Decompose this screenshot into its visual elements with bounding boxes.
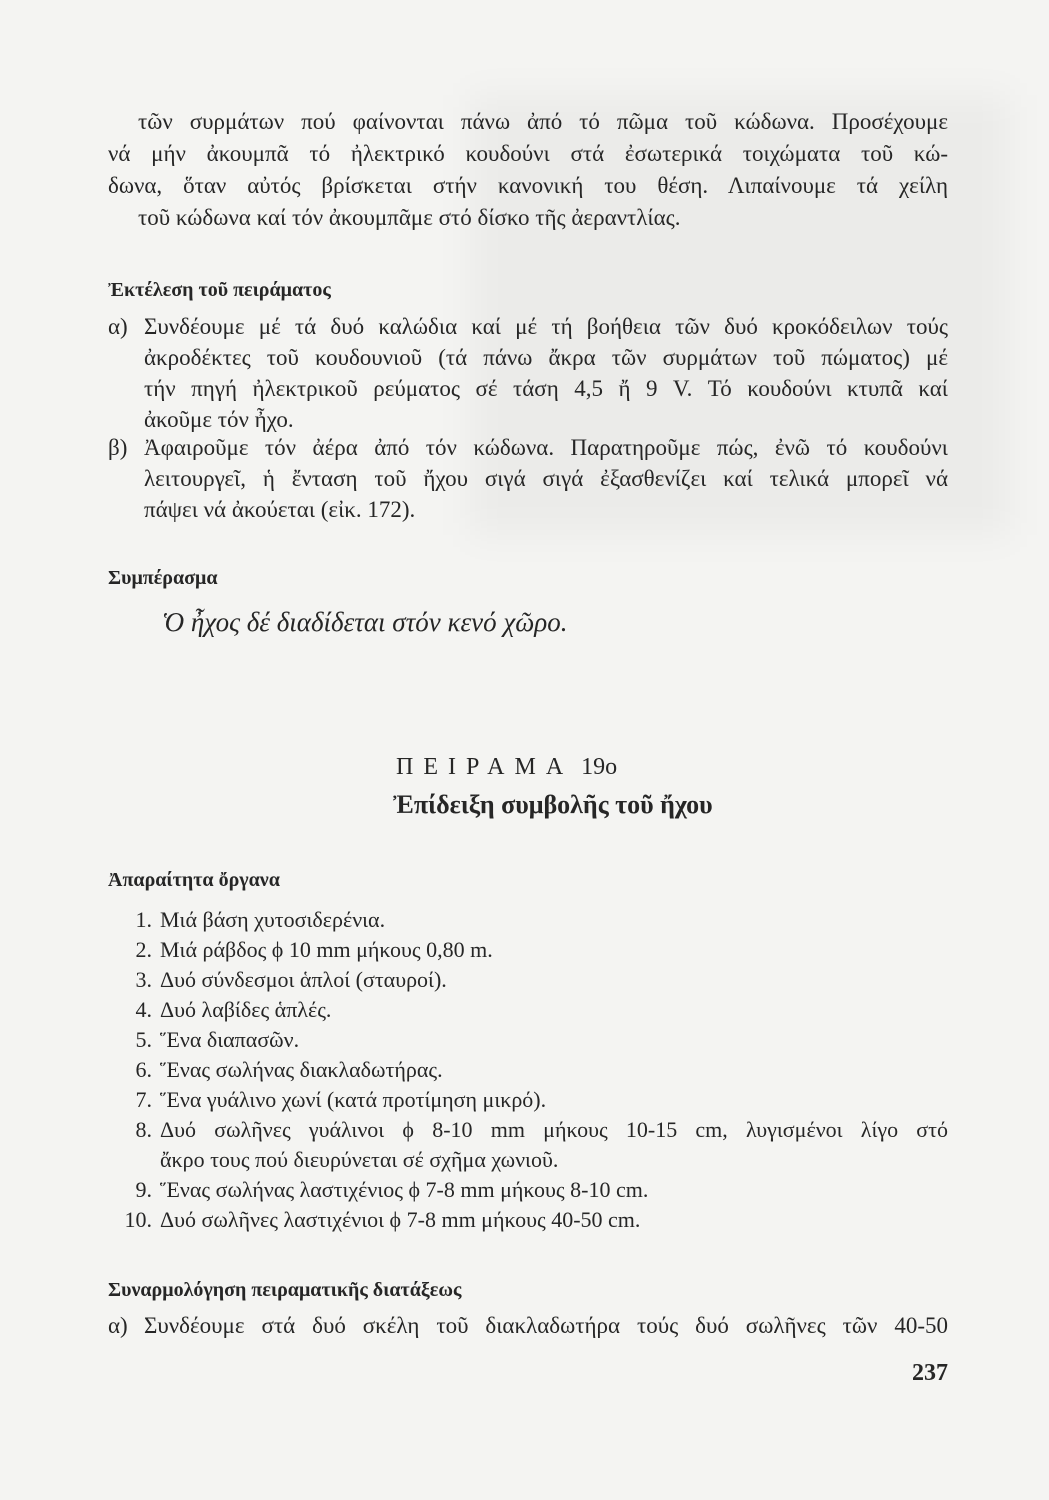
step-marker: β) [108,435,128,460]
experiment-number: 19ο [581,754,618,780]
item-text: Μιά ράβδος ϕ 10 mm μήκους 0,80 m. [160,937,493,962]
page-number: 237 [912,1360,948,1386]
item-number: 9. [135,1177,152,1202]
equipment-item [108,1025,948,1055]
step-marker: α) [108,314,128,339]
step-line: Συνδέουμε στά δυό σκέλη τοῦ διακλαδωτήρα τούς δυό σωλῆνες τῶν 40-50 [144,1313,948,1338]
equipment-item [108,965,948,995]
equipment-heading: Ἀπαραίτητα ὄργανα [108,869,280,891]
equipment-list [108,905,948,1235]
intro-paragraph [108,106,948,234]
item-text: Δυό σωλῆνες γυάλινοι ϕ 8-10 mm μήκους 10-15 cm, λυγισμένοι λίγο στό [160,1117,948,1142]
paragraph-line: δωνα, ὅταν αὐτός βρίσκεται στήν κανονική του θέση. Λιπαίνουμε τά χείλη [108,173,948,198]
experiment-title: Ἐπίδειξη συμβολῆς τοῦ ἤχου [393,790,713,819]
step-line: Συνδέουμε μέ τά δυό καλώδια καί μέ τή βοήθεια τῶν δυό κροκόδειλων τούς [144,314,948,339]
execution-heading: Ἐκτέλεση τοῦ πειράματος [108,279,331,301]
conclusion-heading: Συμπέρασμα [108,567,218,589]
item-number: 7. [135,1087,152,1112]
item-text: Δυό σύνδεσμοι ἁπλοί (σταυροί). [160,967,447,992]
equipment-item [108,1175,948,1205]
experiment-word: ΠΕΙΡΑΜΑ [396,754,574,780]
equipment-item [108,1115,948,1175]
item-number: 3. [135,967,152,992]
step-marker: α) [108,1313,128,1338]
item-number: 2. [135,937,152,962]
step-line: πάψει νά ἀκούεται (εἰκ. 172). [144,497,416,522]
item-text: Δυό λαβίδες ἁπλές. [160,997,332,1022]
item-text: Ἕνα γυάλινο χωνί (κατά προτίμηση μικρό). [160,1087,547,1112]
item-number: 5. [135,1027,152,1052]
conclusion-statement: Ὁ ἦχος δέ διαδίδεται στόν κενό χῶρο. [162,607,568,637]
equipment-item [108,1055,948,1085]
equipment-item [108,905,948,935]
assembly-heading: Συναρμολόγηση πειραματικῆς διατάξεως [108,1279,462,1301]
item-number: 6. [135,1057,152,1082]
item-text: Δυό σωλῆνες λαστιχένιοι ϕ 7-8 mm μήκους 40-50 cm. [160,1207,641,1232]
execution-step-a [108,311,948,435]
experiment-label [396,750,617,784]
item-number: 1. [135,907,152,932]
step-text [144,311,948,435]
execution-step-b [108,432,948,525]
paragraph-line: νά μήν ἀκουμπᾶ τό ἠλεκτρικό κουδούνι στά ἐσωτερικά τοιχώματα τοῦ κώ- [108,141,948,166]
paragraph-line: τῶν συρμάτων πού φαίνονται πάνω ἀπό τό πῶμα τοῦ κώδωνα. Προσέχουμε [138,109,948,134]
item-number: 4. [135,997,152,1022]
item-number: 8. [135,1117,152,1142]
step-line: Ἀφαιροῦμε τόν ἀέρα ἀπό τόν κώδωνα. Παρατηροῦμε πώς, ἐνῶ τό κουδούνι [144,435,948,460]
step-line: ἀκοῦμε τόν ἦχο. [144,407,294,432]
equipment-item [108,1085,948,1115]
equipment-item [108,1205,948,1235]
assembly-step-a [108,1310,948,1341]
item-number: 10. [124,1207,152,1232]
item-text: Ἕνας σωλήνας λαστιχένιος ϕ 7-8 mm μήκους 8-10 cm. [160,1177,649,1202]
item-text: Ἕνα διαπασῶν. [160,1027,300,1052]
step-line: λειτουργεῖ, ἡ ἔνταση τοῦ ἤχου σιγά σιγά ἐξασθενίζει καί τελικά μπορεῖ νά [144,466,948,491]
step-line: ἀκροδέκτες τοῦ κουδουνιοῦ (τά πάνω ἄκρα τῶν συρμάτων τοῦ πώματος) μέ [144,345,948,370]
item-text: Μιά βάση χυτοσιδερένια. [160,907,386,932]
item-text: Ἕνας σωλήνας διακλαδωτήρας. [160,1057,443,1082]
equipment-item [108,935,948,965]
paragraph-line: τοῦ κώδωνα καί τόν ἀκουμπᾶμε στό δίσκο τῆς ἀεραντλίας. [138,205,681,230]
step-text [144,432,948,525]
step-text [144,1310,948,1341]
item-text: ἄκρο τους πού διευρύνεται σέ σχῆμα χωνιοῦ. [160,1147,559,1172]
step-line: τήν πηγή ἠλεκτρικοῦ ρεύματος σέ τάση 4,5 ἤ 9 V. Τό κουδούνι κτυπᾶ καί [144,376,948,401]
equipment-item [108,995,948,1025]
